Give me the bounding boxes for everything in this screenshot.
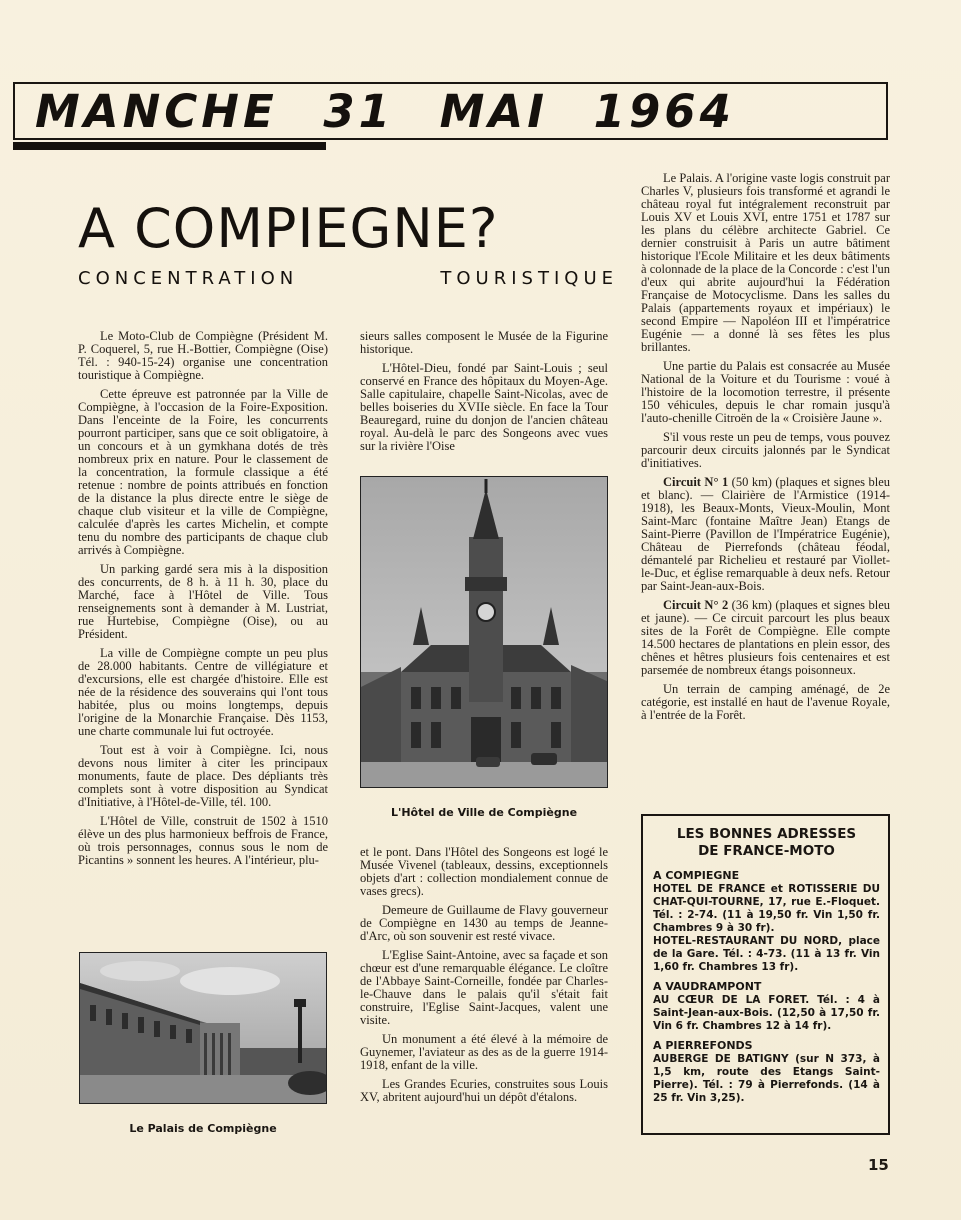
paragraph: L'Hôtel-Dieu, fondé par Saint-Louis ; seul conservé en France des hôpitaux du Moyen-Age. Salle capitulaire, chapelle Saint-Nicolas, avec de belles boiseries du XVIIe siècle. En face la Tour Beauregard, ruine du donjon de l'ancien château royal. Au-delà le parc des Songeons avec vues sur la rivière l'Oise bbox=[360, 361, 608, 453]
paragraph: Un parking gardé sera mis à la disposition des concurrents, de 8 h. à 11 h. 30, place du Marché, face à l'Hôtel de Ville. Tous renseignements sont à demander à M. Lustriat, rue Hurtebise, Compiègne (Oise), ou au Président. bbox=[78, 562, 328, 641]
paragraph: La ville de Compiègne compte un peu plus de 28.000 habitants. Centre de villégiature et d'excursions, elle est chargée d'histoire. Elle est née de la résidence des souverains qui l'ont tous habitée, plus ou moins longtemps, depuis l'origine de la Monarchie Française. Dès 1153, une charte communale lui fut octroyée. bbox=[78, 646, 328, 738]
column-1 bbox=[78, 330, 328, 873]
address-entry: HOTEL DE FRANCE et ROTISSERIE DU CHAT-QUI-TOURNE, 17, rue E.-Floquet. Tél. : 2-74. (11 à 19,50 fr. Vin 1,50 fr. Chambres 9 à 30 fr). bbox=[653, 883, 880, 934]
palais-photo bbox=[79, 952, 327, 1104]
column-2 bbox=[360, 330, 608, 459]
paragraph bbox=[641, 599, 890, 677]
paragraph: L'Hôtel de Ville, construit de 1502 à 1510 élève un des plus harmonieux beffrois de France, où trois personnages, connus sous le nom de Picantins » sonnent les heures. A l'intérieur, plu- bbox=[78, 814, 328, 867]
banner-rule bbox=[13, 142, 326, 150]
banner-title: MANCHE 31 MAI 1964 bbox=[35, 85, 735, 138]
circuit-2-label: Circuit N° 2 bbox=[663, 598, 729, 612]
addresses-title bbox=[653, 826, 880, 860]
city-heading: A COMPIEGNE bbox=[653, 869, 740, 882]
paragraph: L'Eglise Saint-Antoine, avec sa façade et son chœur est d'une remarquable élégance. Le cloître de l'Abbaye Saint-Corneille, fondée par Charles-le-Chauve dans le palais qu'il s'était fait construire, l'Eglise Saint-Jacques, valent une visite. bbox=[360, 948, 608, 1027]
paragraph: Une partie du Palais est consacrée au Musée National de la Voiture et du Tourisme : voué à l'histoire de la locomotion terrestre, il présente 150 véhicules, depuis le char romain jusqu'à l'auto-chenille Citroën de la « Croisière Jaune ». bbox=[641, 359, 890, 425]
palais-caption: Le Palais de Compiègne bbox=[129, 1122, 277, 1135]
paragraph: sieurs salles composent le Musée de la Figurine historique. bbox=[360, 329, 608, 356]
paragraph: Demeure de Guillaume de Flavy gouverneur de Compiègne en 1430 au temps de Jeanne-d'Arc, où son souvenir est resté vivace. bbox=[360, 903, 608, 943]
city-heading: A PIERREFONDS bbox=[653, 1039, 753, 1052]
paragraph: Un monument a été élevé à la mémoire de Guynemer, l'aviateur as des as de la guerre 1914-1918, enfant de la ville. bbox=[360, 1032, 608, 1072]
addresses-title-line: LES BONNES ADRESSES bbox=[676, 826, 857, 842]
column-3 bbox=[641, 172, 890, 728]
header-banner bbox=[13, 82, 888, 140]
hotel-de-ville-caption: L'Hôtel de Ville de Compiègne bbox=[390, 806, 578, 819]
subtitle-word: CONCENTRATION bbox=[78, 268, 299, 289]
article-title: A COMPIEGNE? bbox=[78, 197, 499, 260]
paragraph: S'il vous reste un peu de temps, vous pouvez parcourir deux circuits jalonnés par le Syndicat d'initiatives. bbox=[641, 430, 890, 470]
circuit-1-label: Circuit N° 1 bbox=[663, 475, 729, 489]
page-number: 15 bbox=[868, 1156, 889, 1174]
paragraph: Le Moto-Club de Compiègne (Président M. P. Coquerel, 5, rue H.-Bottier, Compiègne (Oise) Tél. : 940-15-24) organise une concentration touristique à Compiègne. bbox=[78, 329, 328, 382]
paragraph: Le Palais. A l'origine vaste logis construit par Charles V, plusieurs fois transformé et agrandi le château royal fut intégralement reconstruit par Louis XV et Louis XVI, entre 1751 et 1787 sur les plans du célèbre architecte Gabriel. Ce dernier construisit à Paris un autre bâtiment historique l'Ecole Militaire et les deux bâtiments à colonnade de la place de la Concorde : c'est l'un d'eux qui abrite aujourd'hui la Fédération Française de Motocyclisme. Dans les salles du Palais (appartements royaux et impériaux) le second Empire — Napoléon III et l'impératrice Eugénie — a donné là ses fêtes les plus brillantes. bbox=[641, 171, 890, 354]
paragraph: Tout est à voir à Compiègne. Ici, nous devons nous limiter à citer les principaux monuments, faute de place. Des dépliants très complets sont à votre disposition au Syndicat d'Initiative, à l'Hôtel-de-Ville, tél. 100. bbox=[78, 743, 328, 809]
subtitle-word: TOURISTIQUE bbox=[440, 268, 618, 289]
circuit-2-text: (36 km) (plaques et signes bleu et jaune). — Ce circuit parcourt les plus beaux sites de la Forêt de Compiègne. Elle compte 14.500 hectares de plantations en plein essor, des chênes et hêtres plusieurs fois centenaires et est parsemée de nombreux étangs poisonneux. bbox=[641, 598, 891, 677]
address-entry: AUBERGE DE BATIGNY (sur N 373, à 1,5 km, route des Etangs Saint-Pierre). Tél. : 79 à Pierrefonds. (14 à 25 fr. Vin 3,25). bbox=[653, 1053, 880, 1104]
circuit-1-text: (50 km) (plaques et signes bleu et blanc). — Clairière de l'Armistice (1914-1918), les Beaux-Monts, Vieux-Moulin, Mont Saint-Marc (fontaine Maître Jean) Etangs de Saint-Pierre (Pavillon de l'Impératrice Eugénie), Château de Pierrefonds (château féodal, démantelé par Richelieu et restauré par Viollet-le-Duc, et église remarquable à deux nefs. Retour par Saint-Jean-aux-Bois. bbox=[641, 475, 891, 593]
city-heading: A VAUDRAMPONT bbox=[653, 980, 762, 993]
paragraph: et le pont. Dans l'Hôtel des Songeons est logé le Musée Vivenel (tableaux, dessins, exceptionnels objets d'art : collection mondialement connue de vases grecs). bbox=[360, 845, 608, 898]
addresses-title-line: DE FRANCE-MOTO bbox=[698, 843, 835, 859]
column-2-continued bbox=[360, 846, 608, 1110]
paragraph: Un terrain de camping aménagé, de 2e catégorie, est installé en haut de l'avenue Royale, à l'entrée de la Forêt. bbox=[641, 682, 890, 722]
addresses-box bbox=[641, 814, 890, 1135]
address-entry: AU CŒUR DE LA FORET. Tél. : 4 à Saint-Jean-aux-Bois. (12,50 à 17,50 fr. Vin 6 fr. Chambres 12 à 14 fr). bbox=[653, 994, 880, 1032]
paragraph bbox=[641, 476, 890, 593]
article-subtitle bbox=[78, 266, 618, 292]
address-entry: HOTEL-RESTAURANT DU NORD, place de la Gare. Tél. : 4-73. (11 à 13 fr. Vin 1,60 fr. Chambres 13 fr). bbox=[653, 935, 880, 973]
hotel-de-ville-photo bbox=[360, 476, 608, 788]
paragraph: Les Grandes Ecuries, construites sous Louis XV, abritent aujourd'hui un dépôt d'étalons. bbox=[360, 1077, 608, 1104]
paragraph: Cette épreuve est patronnée par la Ville de Compiègne, à l'occasion de la Foire-Exposition. Dans l'enceinte de la Foire, les concurrents pourront participer, sans que ce soit obligatoire, à un concours et à un gymkhana dotés de très nombreux prix en nature. Pour le classement de la concentration, la formule classique a été retenue : nombre de points attribués en fonction de la distance la plus directe entre le siège de chaque club visiteur et la ville de Compiègne, calculée d'après les cartes Michelin, et compte tenu du nombre des participants de chaque club arrivés à Compiègne. bbox=[78, 387, 328, 557]
